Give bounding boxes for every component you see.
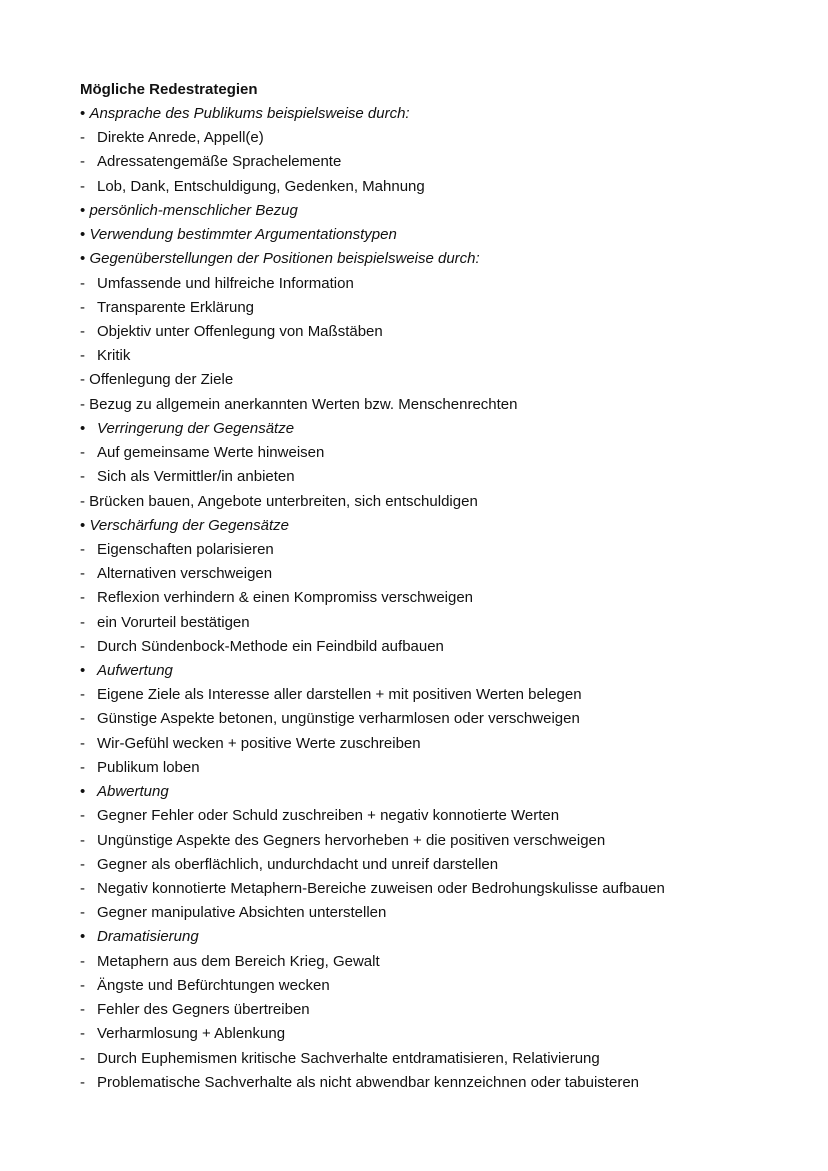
dash-list-item	[80, 1047, 800, 1071]
dash-marker: -	[80, 322, 85, 340]
bullet-heading-item	[80, 925, 800, 949]
dash-list-item	[80, 998, 800, 1022]
list-item-text: Metaphern aus dem Bereich Krieg, Gewalt	[97, 952, 380, 970]
list-item-text: ein Vorurteil bestätigen	[97, 613, 250, 631]
dash-list-item	[80, 974, 800, 998]
list-item-text: Günstige Aspekte betonen, ungünstige verharmlosen oder verschweigen	[97, 710, 580, 728]
list-item-text: Abwertung	[97, 783, 169, 801]
dash-list-item	[80, 877, 800, 901]
list-item-text: Verwendung bestimmter Argumentationstypen	[89, 226, 397, 244]
bullet-marker: •	[80, 783, 86, 801]
dash-marker: -	[80, 734, 85, 752]
list-item-text: Problematische Sachverhalte als nicht abwendbar kennzeichnen oder tabuisteren	[97, 1073, 639, 1091]
bullet-marker: •	[80, 226, 86, 244]
list-item-text: Gegner manipulative Absichten unterstellen	[97, 904, 387, 922]
dash-marker: -	[80, 298, 85, 316]
list-item-text: Gegenüberstellungen der Positionen beispielsweise durch:	[89, 250, 480, 268]
list-item-text: Adressatengemäße Sprachelemente	[97, 153, 342, 171]
bullet-marker: •	[80, 662, 86, 680]
dash-marker: -	[80, 855, 85, 873]
list-item-text: Offenlegung der Ziele	[89, 371, 234, 389]
dash-list-item	[80, 683, 800, 707]
dash-list-item	[80, 756, 800, 780]
dash-list-item	[80, 441, 800, 465]
list-item-text: persönlich-menschlicher Bezug	[89, 201, 298, 219]
list-item-text: Publikum loben	[97, 758, 200, 776]
bullet-heading-item	[80, 514, 800, 538]
dash-marker: -	[80, 371, 85, 389]
dash-list-item	[80, 538, 800, 562]
list-item-text: Verharmlosung + Ablenkung	[97, 1025, 286, 1043]
dash-list-item	[80, 344, 800, 368]
dash-list-item	[80, 465, 800, 489]
list-item-text: Gegner als oberflächlich, undurchdacht und unreif darstellen	[97, 855, 499, 873]
dash-marker: -	[80, 153, 85, 171]
dash-list-item	[80, 611, 800, 635]
dash-list-item	[80, 126, 800, 150]
dash-list-item	[80, 732, 800, 756]
dash-marker: -	[80, 589, 85, 607]
list-item-text: Objektiv unter Offenlegung von Maßstäben	[97, 322, 383, 340]
dash-list-item	[80, 950, 800, 974]
dash-list-item	[80, 804, 800, 828]
dash-marker: -	[80, 758, 85, 776]
list-item-text: Direkte Anrede, Appell(e)	[97, 129, 264, 147]
bullet-marker: •	[80, 419, 86, 437]
bullet-heading-item	[80, 223, 800, 247]
dash-marker: -	[80, 492, 85, 510]
strategy-list	[80, 102, 800, 1095]
list-item-text: Transparente Erklärung	[97, 298, 255, 316]
dash-marker: -	[80, 444, 85, 462]
bullet-marker: •	[80, 201, 86, 219]
list-item-text: Kritik	[97, 347, 131, 365]
dash-marker: -	[80, 686, 85, 704]
list-item-text: Sich als Vermittler/in anbieten	[97, 468, 295, 486]
dash-marker: -	[80, 976, 85, 994]
list-item-text: Aufwertung	[97, 662, 173, 680]
list-item-text: Gegner Fehler oder Schuld zuschreiben + negativ konnotierte Werten	[97, 807, 560, 825]
dash-marker: -	[80, 468, 85, 486]
dash-list-item	[80, 1022, 800, 1046]
list-item-text: Umfassende und hilfreiche Information	[97, 274, 354, 292]
bullet-marker: •	[80, 928, 86, 946]
list-item-text: Wir-Gefühl wecken + positive Werte zuschreiben	[97, 734, 421, 752]
bullet-heading-item	[80, 247, 800, 271]
list-item-text: Verschärfung der Gegensätze	[89, 516, 290, 534]
dash-marker: -	[80, 952, 85, 970]
dash-marker: -	[80, 1049, 85, 1067]
dash-list-item	[80, 490, 800, 514]
dash-list-item	[80, 175, 800, 199]
document-page	[80, 78, 800, 1095]
bullet-marker: •	[80, 250, 86, 268]
dash-list-item	[80, 829, 800, 853]
list-item-text: Negativ konnotierte Metaphern-Bereiche zuweisen oder Bedrohungskulisse aufbauen	[97, 880, 665, 897]
bullet-heading-item	[80, 659, 800, 683]
dash-list-item	[80, 368, 800, 392]
dash-marker: -	[80, 710, 85, 728]
dash-marker: -	[80, 177, 85, 195]
dash-list-item	[80, 901, 800, 925]
dash-marker: -	[80, 613, 85, 631]
dash-list-item	[80, 586, 800, 610]
list-item-text: Durch Sündenbock-Methode ein Feindbild aufbauen	[97, 637, 444, 655]
list-item-text: Eigene Ziele als Interesse aller darstellen + mit positiven Werten belegen	[97, 686, 582, 704]
dash-list-item	[80, 853, 800, 877]
list-item-text: Dramatisierung	[97, 928, 199, 946]
bullet-heading-item	[80, 102, 800, 126]
bullet-heading-item	[80, 199, 800, 223]
list-item-text: Eigenschaften polarisieren	[97, 540, 274, 558]
dash-list-item	[80, 393, 800, 417]
list-item-text: Ängste und Befürchtungen wecken	[97, 976, 330, 994]
dash-marker: -	[80, 274, 85, 292]
list-item-text: Brücken bauen, Angebote unterbreiten, sich entschuldigen	[89, 492, 478, 510]
dash-list-item	[80, 272, 800, 296]
dash-marker: -	[80, 347, 85, 365]
dash-marker: -	[80, 129, 85, 147]
dash-marker: -	[80, 395, 85, 413]
dash-marker: -	[80, 1073, 85, 1091]
list-item-text: Ungünstige Aspekte des Gegners hervorheben + die positiven verschweigen	[97, 831, 606, 849]
dash-list-item	[80, 150, 800, 174]
dash-list-item	[80, 635, 800, 659]
dash-marker: -	[80, 1001, 85, 1019]
dash-marker: -	[80, 831, 85, 849]
page-title: Mögliche Redestrategien	[80, 81, 258, 98]
dash-marker: -	[80, 565, 85, 583]
dash-list-item	[80, 1071, 800, 1095]
list-item-text: Verringerung der Gegensätze	[97, 419, 295, 437]
dash-marker: -	[80, 807, 85, 825]
dash-marker: -	[80, 1025, 85, 1043]
dash-marker: -	[80, 904, 85, 922]
dash-list-item	[80, 707, 800, 731]
list-item-text: Fehler des Gegners übertreiben	[97, 1001, 310, 1019]
dash-marker: -	[80, 637, 85, 655]
list-item-text: Alternativen verschweigen	[97, 565, 273, 583]
bullet-marker: •	[80, 105, 86, 122]
bullet-heading-item	[80, 780, 800, 804]
dash-list-item	[80, 320, 800, 344]
dash-marker: -	[80, 540, 85, 558]
list-item-text: Lob, Dank, Entschuldigung, Gedenken, Mahnung	[97, 177, 425, 195]
list-item-text: Durch Euphemismen kritische Sachverhalte entdramatisieren, Relativierung	[97, 1049, 600, 1067]
list-item-text: Auf gemeinsame Werte hinweisen	[97, 444, 325, 462]
bullet-marker: •	[80, 516, 86, 534]
bullet-heading-item	[80, 417, 800, 441]
list-item-text: Reflexion verhindern & einen Kompromiss verschweigen	[97, 589, 474, 607]
list-item-text: Bezug zu allgemein anerkannten Werten bzw. Menschenrechten	[89, 395, 518, 413]
dash-marker: -	[80, 880, 85, 897]
dash-list-item	[80, 296, 800, 320]
list-item-text: Ansprache des Publikums beispielsweise durch:	[89, 105, 410, 122]
dash-list-item	[80, 562, 800, 586]
